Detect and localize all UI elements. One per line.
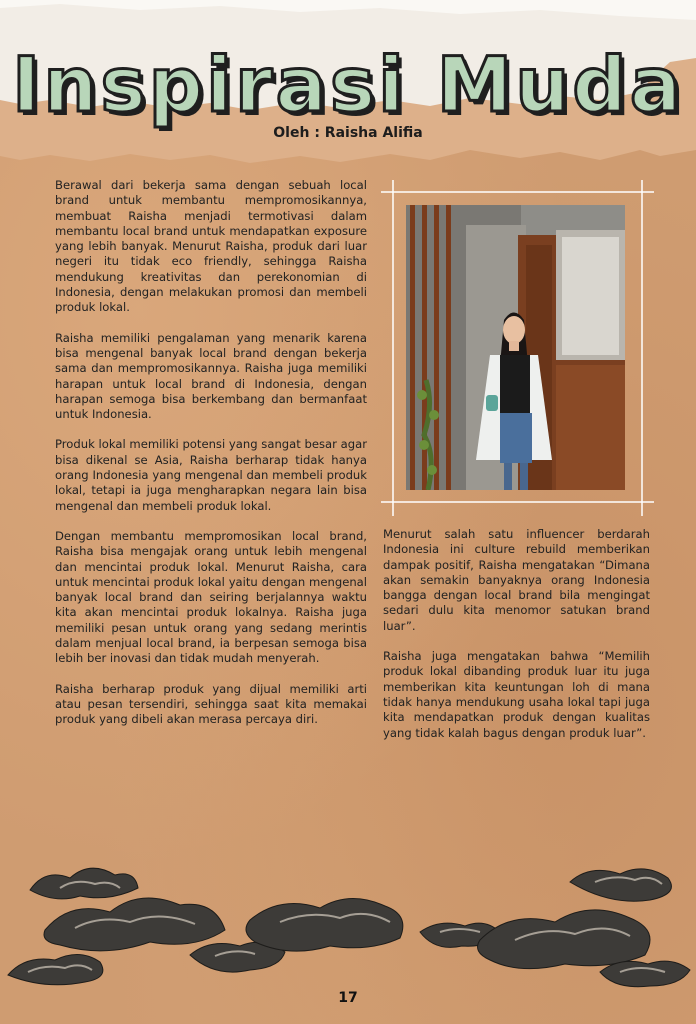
page-title: Inspirasi Muda xyxy=(11,40,684,129)
author-byline: Oleh : Raisha Alifia xyxy=(273,125,423,141)
paragraph: Berawal dari bekerja sama dengan sebuah local brand untuk membantu mempromosikannya, membuat Raisha menjadi termotivasi dalam membantu local brand untuk mendapatkan exposure yang lebih banyak. Menurut Raisha, produk dari luar negeri itu tidak eco friendly, sehingga Raisha mendukung kreativitas dan perekonomian di Indonesia, dengan melakukan promosi dan membeli produk lokal. xyxy=(55,178,367,315)
page-number: 17 xyxy=(338,990,358,1006)
paragraph: Produk lokal memiliki potensi yang sangat besar agar bisa dikenal se Asia, Raisha berharap tidak hanya orang Indonesia yang mengenal dan membeli produk lokal, tetapi ia juga mengharapkan negara lain bisa mengenal dan membeli produk lokal. xyxy=(55,437,367,513)
right-column xyxy=(383,527,650,756)
paragraph: Raisha berharap produk yang dijual memiliki arti atau pesan tersendiri, sehingga saat kita memakai produk yang dibeli akan merasa percaya diri. xyxy=(55,681,367,727)
paragraph: Raisha memiliki pengalaman yang menarik karena bisa mengenal banyak local brand dengan bekerja sama dan mempromosikannya. Raisha juga memiliki harapan untuk local brand di Indonesia, dengan harapan semoga bisa berkembang dan bermanfaat untuk Indonesia. xyxy=(55,330,367,422)
left-column xyxy=(55,178,367,743)
paragraph: Dengan membantu mempromosikan local brand, Raisha bisa mengajak orang untuk lebih mengenal dan mencintai produk lokal. Menurut Raisha, cara untuk mencintai produk lokal yaitu dengan mengenal banyak local brand dan seiring berjalannya waktu kita akan mencintai produk lokalnya. Raisha juga memiliki pesan untuk orang yang sedang merintis dalam menjual local brand, ia berpesan semoga bisa lebih ber inovasi dan tidak mudah menyerah. xyxy=(55,528,367,666)
portrait-photo xyxy=(406,205,625,490)
mega-mendung-cloud-decoration xyxy=(0,860,696,995)
paragraph: Menurut salah satu influencer berdarah Indonesia ini culture rebuild memberikan dampak positif, Raisha mengatakan “Dimana akan semakin banyaknya orang Indonesia bangga dengan local brand bila mengingat sedari dulu kita menomor satukan brand luar”. xyxy=(383,527,650,633)
paragraph: Raisha juga mengatakan bahwa “Memilih produk lokal dibanding produk luar itu juga memberikan kita keuntungan loh di mana tidak hanya mendukung usaha lokal tapi juga kita mendapatkan produk dengan kualitas yang tidak kalah bagus dengan produk luar”. xyxy=(383,649,650,740)
